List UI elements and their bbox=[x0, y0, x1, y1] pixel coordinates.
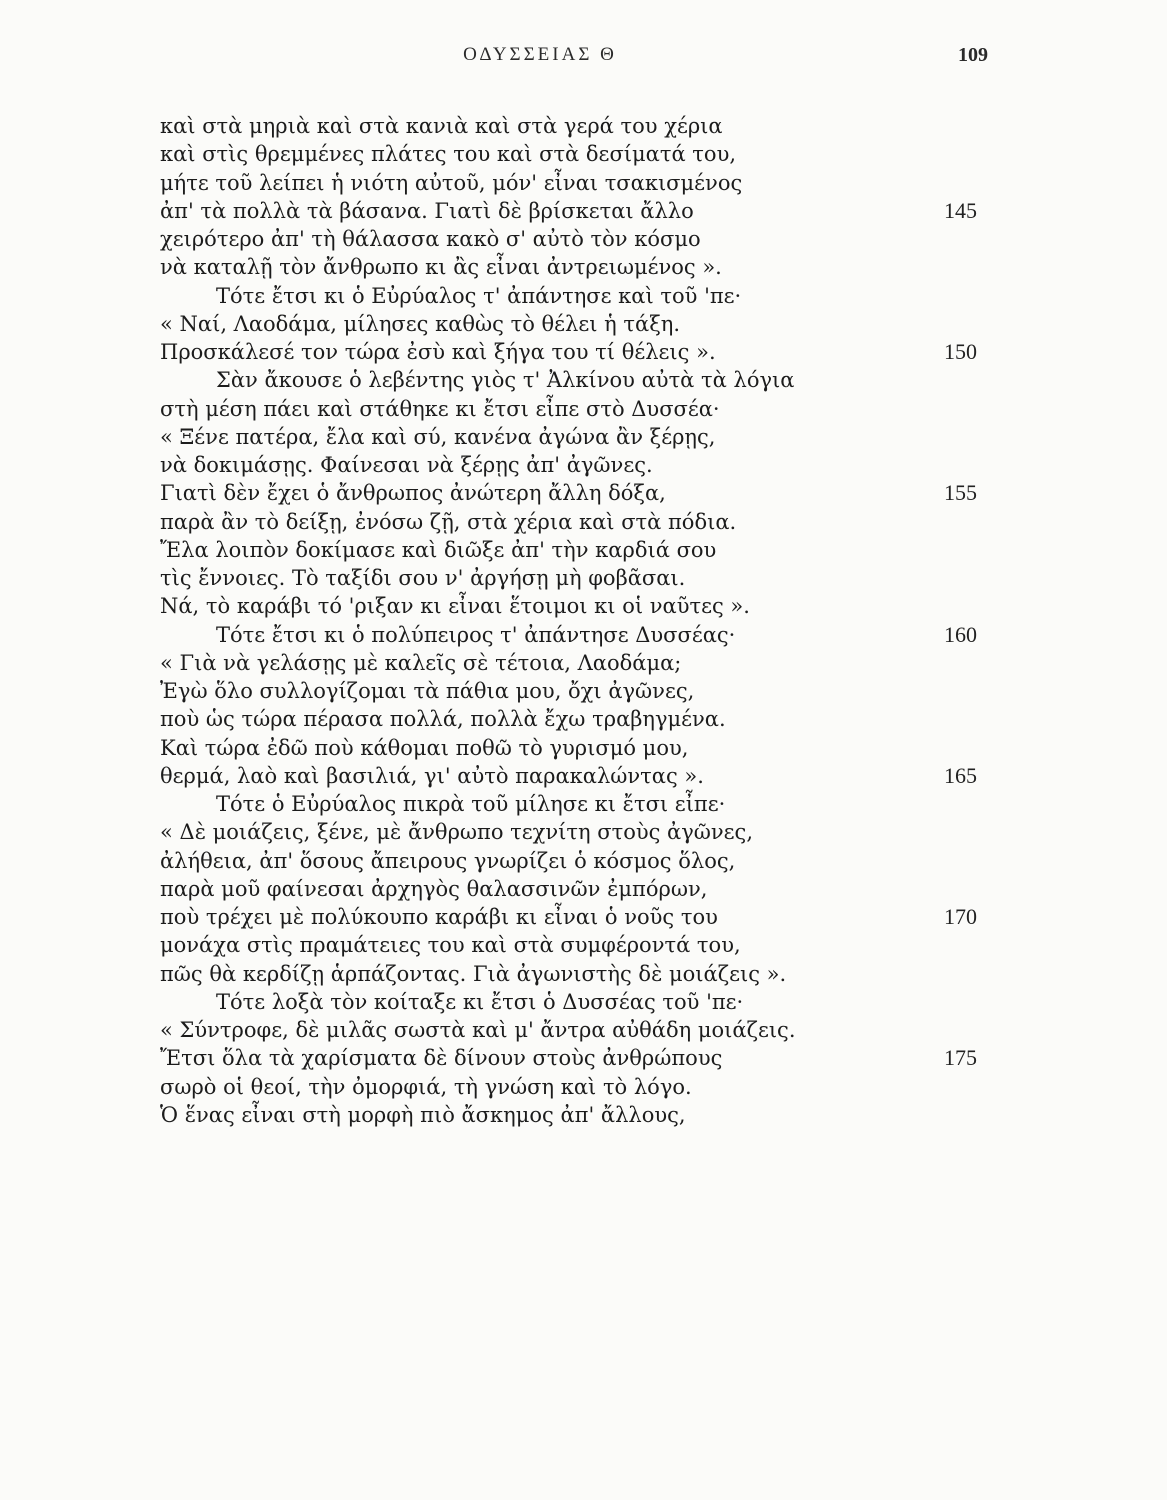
verse-text: Τότε λοξὰ τὸν κοίταξε κι ἔτσι ὁ Δυσσέας τοῦ 'πε· bbox=[216, 989, 744, 1014]
verse-line bbox=[160, 282, 1000, 310]
line-number: 155 bbox=[944, 480, 977, 506]
verse-line bbox=[160, 253, 1000, 281]
verse-line bbox=[160, 536, 1000, 564]
verse-text: ποὺ τρέχει μὲ πολύκουπο καράβι κι εἶναι ὁ νοῦς του bbox=[160, 905, 718, 929]
poem-body bbox=[160, 112, 1000, 1129]
verse-text: παρὰ ἂν τὸ δείξῃ, ἐνόσω ζῇ, στὰ χέρια καὶ στὰ πόδια. bbox=[160, 509, 737, 534]
verse-text: « Σύντροφε, δὲ μιλᾶς σωστὰ καὶ μ' ἄντρα αὐθάδη μοιάζεις. bbox=[160, 1018, 796, 1042]
verse-text: μήτε τοῦ λείπει ἡ νιότη αὐτοῦ, μόν' εἶναι τσακισμένος bbox=[160, 170, 743, 195]
verse-line bbox=[160, 1016, 1000, 1044]
verse-line bbox=[160, 818, 1000, 846]
verse-text: νὰ καταλῇ τὸν ἄνθρωπο κι ἂς εἶναι ἀντρειωμένος ». bbox=[160, 255, 722, 280]
verse-line bbox=[160, 621, 1000, 649]
verse-text: καὶ στὰ μηριὰ καὶ στὰ κανιὰ καὶ στὰ γερά του χέρια bbox=[160, 114, 723, 138]
verse-line bbox=[160, 903, 1000, 931]
verse-line bbox=[160, 169, 1000, 197]
verse-text: ποὺ ὡς τώρα πέρασα πολλά, πολλὰ ἔχω τραβηγμένα. bbox=[160, 707, 726, 732]
verse-line bbox=[160, 310, 1000, 338]
verse-line bbox=[160, 366, 1000, 394]
verse-line bbox=[160, 338, 1000, 366]
verse-text: τὶς ἔννοιες. Τὸ ταξίδι σου ν' ἀργήσῃ μὴ φοβᾶσαι. bbox=[160, 566, 686, 590]
verse-text: παρὰ μοῦ φαίνεσαι ἀρχηγὸς θαλασσινῶν ἐμπόρων, bbox=[160, 876, 708, 901]
verse-text: μονάχα στὶς πραμάτειες του καὶ στὰ συμφέροντά του, bbox=[160, 933, 741, 958]
line-number: 145 bbox=[944, 197, 977, 223]
verse-line bbox=[160, 423, 1000, 451]
verse-text: Τότε ἔτσι κι ὁ πολύπειρος τ' ἀπάντησε Δυσσέας· bbox=[216, 622, 736, 647]
verse-line bbox=[160, 564, 1000, 592]
verse-text: Σὰν ἄκουσε ὁ λεβέντης γιὸς τ' Ἀλκίνου αὐτὰ τὰ λόγια bbox=[216, 368, 795, 393]
verse-line bbox=[160, 734, 1000, 762]
verse-text: Ὁ ἕνας εἶναι στὴ μορφὴ πιὸ ἄσκημος ἀπ' ἄλλους, bbox=[160, 1102, 686, 1127]
verse-text: στὴ μέση πάει καὶ στάθηκε κι ἔτσι εἶπε στὸ Δυσσέα· bbox=[160, 396, 720, 421]
verse-text: Ἔτσι ὅλα τὰ χαρίσματα δὲ δίνουν στοὺς ἀνθρώπους bbox=[160, 1046, 723, 1071]
verse-line bbox=[160, 112, 1000, 140]
verse-line bbox=[160, 960, 1000, 988]
verse-line bbox=[160, 649, 1000, 677]
verse-line bbox=[160, 790, 1000, 818]
verse-text: Ἐγὼ ὅλο συλλογίζομαι τὰ πάθια μου, ὄχι ἀγῶνες, bbox=[160, 679, 695, 703]
verse-line bbox=[160, 931, 1000, 959]
verse-text: « Γιὰ νὰ γελάσῃς μὲ καλεῖς σὲ τέτοια, Λαοδάμα; bbox=[160, 650, 682, 675]
verse-line bbox=[160, 140, 1000, 168]
verse-text: Νά, τὸ καράβι τό 'ριξαν κι εἶναι ἕτοιμοι κι οἱ ναῦτες ». bbox=[160, 594, 750, 619]
verse-line bbox=[160, 677, 1000, 705]
verse-line bbox=[160, 395, 1000, 423]
running-header-title: ΟΔΥΣΣΕΙΑΣ Θ bbox=[463, 44, 617, 65]
verse-text: σωρὸ οἱ θεοί, τὴν ὀμορφιά, τὴ γνώση καὶ τὸ λόγο. bbox=[160, 1074, 692, 1099]
verse-line bbox=[160, 875, 1000, 903]
verse-line bbox=[160, 1073, 1000, 1101]
verse-line bbox=[160, 451, 1000, 479]
verse-line bbox=[160, 225, 1000, 253]
verse-line bbox=[160, 508, 1000, 536]
verse-line bbox=[160, 1101, 1000, 1129]
verse-text: Τότε ὁ Εὐρύαλος πικρὰ τοῦ μίλησε κι ἔτσι εἶπε· bbox=[216, 792, 726, 816]
verse-line bbox=[160, 197, 1000, 225]
verse-text: « Ναί, Λαοδάμα, μίλησες καθὼς τὸ θέλει ἡ τάξη. bbox=[160, 311, 681, 336]
verse-text: Ἔλα λοιπὸν δοκίμασε καὶ διῶξε ἀπ' τὴν καρδιά σου bbox=[160, 537, 717, 562]
verse-text: νὰ δοκιμάσῃς. Φαίνεσαι νὰ ξέρῃς ἀπ' ἀγῶνες. bbox=[160, 453, 653, 477]
verse-text: ἀπ' τὰ πολλὰ τὰ βάσανα. Γιατὶ δὲ βρίσκεται ἄλλο bbox=[160, 198, 694, 223]
verse-line bbox=[160, 705, 1000, 733]
verse-text: « Ξένε πατέρα, ἔλα καὶ σύ, κανένα ἀγώνα ἂν ξέρῃς, bbox=[160, 424, 716, 449]
verse-line bbox=[160, 988, 1000, 1016]
verse-text: χειρότερο ἀπ' τὴ θάλασσα κακὸ σ' αὐτὸ τὸν κόσμο bbox=[160, 227, 701, 251]
verse-text: Προσκάλεσέ τον τώρα ἐσὺ καὶ ξήγα του τί θέλεις ». bbox=[160, 340, 716, 364]
verse-text: Τότε ἔτσι κι ὁ Εὐρύαλος τ' ἀπάντησε καὶ τοῦ 'πε· bbox=[216, 283, 742, 308]
verse-line bbox=[160, 1044, 1000, 1072]
verse-line bbox=[160, 592, 1000, 620]
verse-text: « Δὲ μοιάζεις, ξένε, μὲ ἄνθρωπο τεχνίτη στοὺς ἀγῶνες, bbox=[160, 820, 753, 845]
page-number: 109 bbox=[958, 44, 988, 66]
verse-text: Γιατὶ δὲν ἔχει ὁ ἄνθρωπος ἀνώτερη ἄλλη δόξα, bbox=[160, 481, 666, 506]
line-number: 160 bbox=[944, 621, 977, 647]
verse-text: καὶ στὶς θρεμμένες πλάτες του καὶ στὰ δεσίματά του, bbox=[160, 142, 737, 167]
line-number: 150 bbox=[944, 339, 977, 364]
verse-text: θερμά, λαὸ καὶ βασιλιά, γι' αὐτὸ παρακαλώντας ». bbox=[160, 763, 704, 788]
line-number: 170 bbox=[944, 904, 977, 929]
line-number: 175 bbox=[944, 1045, 977, 1071]
line-number: 165 bbox=[944, 762, 977, 788]
verse-line bbox=[160, 847, 1000, 875]
verse-text: Καὶ τώρα ἐδῶ ποὺ κάθομαι ποθῶ τὸ γυρισμό μου, bbox=[160, 735, 689, 760]
verse-text: πῶς θὰ κερδίζῃ ἁρπάζοντας. Γιὰ ἀγωνιστὴς δὲ μοιάζεις ». bbox=[160, 961, 787, 986]
verse-line bbox=[160, 479, 1000, 507]
verse-line bbox=[160, 762, 1000, 790]
verse-text: ἀλήθεια, ἀπ' ὅσους ἄπειρους γνωρίζει ὁ κόσμος ὅλος, bbox=[160, 848, 736, 873]
